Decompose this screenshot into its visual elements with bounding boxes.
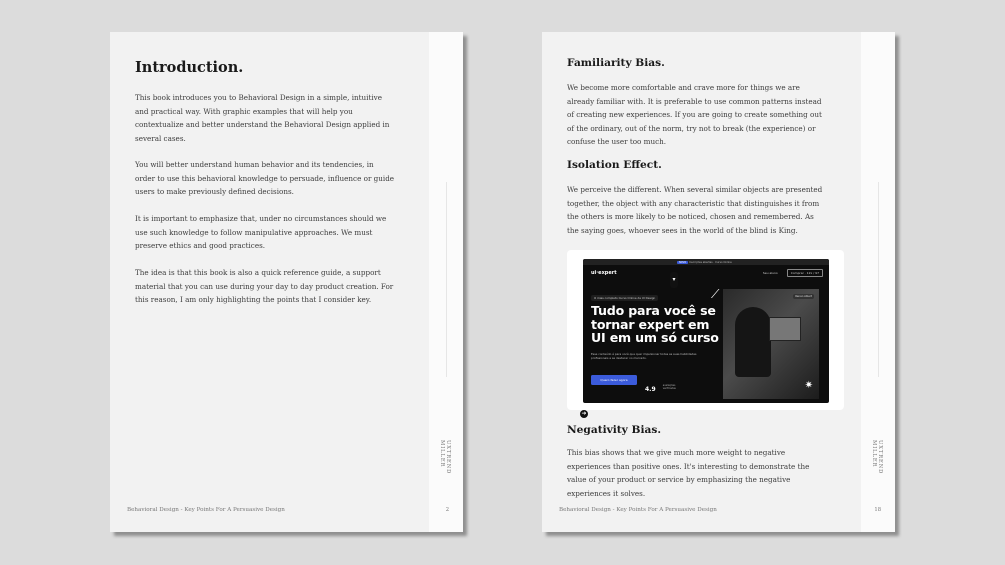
intro-paragraph-3: It is important to emphasize that, under no circumstances should we use such knowledge to follow manipulative approaches. We must preserve ethics and good practices. — [135, 214, 387, 250]
book-page-left — [110, 32, 463, 532]
screenshot-buy-button: Comprar · 12x / 97 — [787, 269, 823, 277]
intro-paragraph-4: The idea is that this book is also a quick reference guide, a support material that you can use during your day to day product creation. For this reason, I am only highlighting the points that I consider key. — [135, 268, 394, 304]
screenshot-headline: Tudo para você se tornar expert em UI em um só curso — [591, 303, 719, 345]
sparkle-icon: ✷ — [804, 380, 813, 391]
decorative-stroke-icon: ⟋ — [711, 287, 720, 301]
section-heading-isolation: Isolation Effect. — [567, 159, 662, 171]
section-text-familiarity: We become more comfortable and crave more for things we are already familiar with. It is preferable to use common patterns instead of creating new experiences. If you are going to create something out of the ordinary, out of the norm, try not to break (the experience) or confuse the user too much. — [567, 83, 822, 146]
author-vertical-label: UXTREND MILLER — [871, 440, 883, 475]
screenshot-rating-label: avaliações verificadas — [662, 383, 676, 390]
right-arrow-icon: ➜ — [581, 410, 587, 417]
page-number: 2 — [445, 507, 449, 513]
section-text-isolation: We perceive the different. When several similar objects are presented together, the object with any characteristic that distinguishes it from the others is more likely to be noticed, chosen and remembered. As the saying goes, whoever sees in the world of the blind is King. — [567, 185, 823, 235]
intro-paragraph-2: You will better understand human behavior and its tendencies, in order to use this behavioral knowledge to persuade, influence or guide users to make previously defined decisions. — [135, 160, 395, 196]
margin-divider — [446, 182, 447, 377]
screenshot-rating — [645, 376, 677, 395]
screenshot-subtext: Esse conteúdo é para você que quer impulsionar todas as suas habilidades profissionais e se destacar no mercado. — [591, 352, 697, 360]
section-text-negativity: This bias shows that we give much more weight to negative experiences than positive ones. It's interesting to demonstrate the value of your product or service by emphasizing the negative experiences it solves. — [567, 448, 810, 498]
screenshot-cta-button: Quero fazer agora — [591, 375, 637, 385]
section-heading-negativity: Negativity Bias. — [567, 424, 662, 436]
photo-person-silhouette — [735, 307, 771, 377]
book-page-right — [542, 32, 895, 532]
screenshot-nav — [763, 271, 823, 275]
margin-divider — [878, 182, 879, 377]
screenshot-topbar-tag: NOVO — [679, 260, 687, 264]
embedded-website-screenshot — [583, 259, 829, 403]
page-title: Introduction. — [135, 59, 244, 76]
photo-monitor — [769, 317, 801, 341]
embedded-screenshot-card — [567, 250, 844, 410]
page-footer: Behavioral Design - Key Points For A Persuasive Design — [127, 507, 285, 513]
page-number: 18 — [874, 507, 881, 513]
screenshot-badge: O mais completo Curso Online de UI Design — [591, 295, 658, 301]
author-vertical-label: UXTREND MILLER — [439, 440, 451, 475]
screenshot-login-link: Seu aluno — [762, 271, 778, 275]
screenshot-photo — [723, 289, 819, 399]
page-footer: Behavioral Design - Key Points For A Persuasive Design — [559, 507, 717, 513]
down-arrow-icon: ▾ — [670, 272, 678, 288]
screenshot-logo: ui·expert — [591, 270, 617, 276]
screenshot-topbar — [583, 259, 829, 265]
screenshot-topbar-note: Inscrições abertas · Curso Online — [689, 260, 732, 264]
screenshot-rating-value: 4.9 — [645, 386, 656, 393]
screenshot-photo-label: Renan Albert — [795, 295, 812, 298]
intro-paragraph-1: This book introduces you to Behavioral Design in a simple, intuitive and practical way. With graphic examples that will help you contextualize and better understand the Behavioral Design applied in several cases. — [135, 93, 390, 143]
section-heading-familiarity: Familiarity Bias. — [567, 57, 665, 69]
